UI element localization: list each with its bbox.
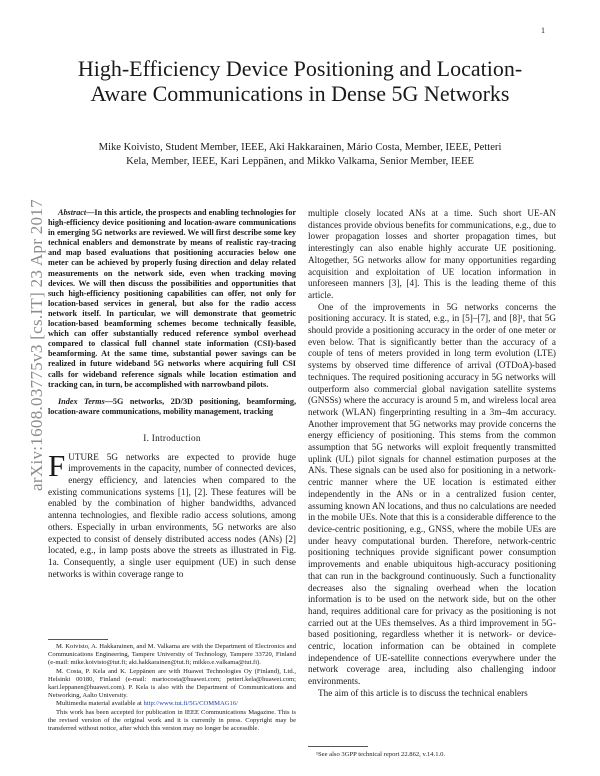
index-terms-label: Index Terms: [58, 396, 105, 406]
multimedia-link[interactable]: http://www.tut.fi/5G/COMMAG16/: [143, 700, 238, 708]
arxiv-stamp: arXiv:1608.03775v3 [cs.IT] 23 Apr 2017: [27, 199, 46, 491]
index-terms: [48, 397, 296, 417]
multimedia-text: Multimedia material available at: [56, 700, 144, 708]
abstract-text: —In this article, the prospects and enabling technologies for high-efficiency device positioning and location-aware communications in emerging 5G networks are reviewed. We will first describe some key technical enablers and demonstrate by means of realistic ray-tracing and map based evaluations that positioning accuracies below one meter can be achieved by properly fusing direction and delay related measurements on the network side, even when tracking moving devices. We will then discuss the possibilities and opportunities that such high-efficiency positioning capabilities can offer, not only for location-based services in general, but also for the radio access network itself. In particular, we will demonstrate that geometric location-based beamforming schemes become technically feasible, which can offer substantially reduced reference symbol overhead compared to classical full channel state information (CSI)-based beamforming. At the same time, substantial power savings can be realized in future wideband 5G networks where acquiring full CSI calls for wideband reference signals while location estimation and tracking can, in turn, be accomplished with narrowband pilots.: [48, 208, 296, 389]
page-number: 1: [541, 26, 545, 35]
footnote-affiliation-2: M. Costa, P. Kela and K. Leppänen are with Huawei Technologies Oy (Finland), Ltd., Helsinki 00180, Finland (e-mail: mariocosta@huawei.com; petteri.kela@huawei.com; kari.leppanen@huawei.com). P. Kela is also with the Department of Communications and Networking, Aalto University.: [48, 667, 296, 700]
right-paragraph-1: multiple closely located ANs at a time. Such short UE-AN distances provide obvious benefits for communications, e.g., due to lower propagation losses and shorter propagation times, but interestingly can also enable highly accurate UE positioning. Altogether, 5G networks allow for many opportunities regarding acquisition and exploitation of UE location information in unforeseen manners [3], [4]. This is the leading theme of this article.: [308, 208, 557, 300]
footnote-rule: [48, 639, 108, 640]
right-column: [308, 208, 556, 700]
section-heading: I. Introduction: [143, 432, 201, 443]
right-footnote-rule: [308, 746, 368, 747]
paper-title: High-Efficiency Device Positioning and Location-Aware Communications in Dense 5G Networks: [77, 56, 523, 106]
index-terms-text: —5G networks, 2D/3D positioning, beamforming, location-aware communications, mobility management, tracking: [48, 396, 296, 416]
left-column: [48, 208, 296, 580]
right-paragraph-3: The aim of this article is to discuss the technical enablers: [318, 687, 528, 698]
footnote-affiliation-1: M. Koivisto, A. Hakkarainen, and M. Valkama are with the Department of Electronics and Communications Engineering, Tampere University of Technology, Tampere 33720, Finland (e-mail: mike.koivisto@tut.fi; aki.hakkarainen@tut.fi; mikko.e.valkama@tut.fi).: [48, 643, 296, 667]
footnotes: [48, 643, 296, 733]
footnote-multimedia: [48, 700, 296, 708]
right-paragraph-2: One of the improvements in 5G networks concerns the positioning accuracy. It is stated, e.g., in [5]–[7], and [8]¹, that 5G should provide a positioning accuracy in the order of one meter or even below. That is significantly better than the accuracy of a couple of tens of meters provided in long term evolution (LTE) systems by observed time difference of arrival (OTDoA)-based techniques. The required positioning accuracy in 5G networks will outperform also commercial global navigation satellite systems (GNSSs) where the accuracy is around 5 m, and wireless local area network (WLAN) fingerprinting resulting in a 3m–4m accuracy. Another improvement that 5G networks may provide concerns the energy efficiency of positioning. This stems from the common assumption that 5G networks will exploit frequently transmitted uplink (UL) pilot signals for channel estimation purposes at the ANs. These signals can be used also for positioning in a network-centric manner where the UE location is estimated either independently in the ANs or in a centralized fusion center, assuming known AN locations, and thus no calculations are needed in the mobile UEs. Note that this is a considerable difference to the device-centric positioning, e.g., GNSS, where the mobile UEs are under heavy computational burden. Therefore, network-centric positioning techniques provide significant power consumption improvements and enable ubiquitous high-accuracy positioning that can run in the background continuously. Such a functionality decreases also the signaling overhead when the location information is to be used on the network side, but on the other hand, requires additional care for privacy as the positioning is not carried out at the UEs themselves. As a third improvement in 5G-based positioning, regardless whether it is network- or device-centric, location information can be obtained in complete independence of UE-satellite connections everywhere under the network coverage area, including also challenging indoor environments.: [308, 301, 556, 687]
abstract: [48, 208, 296, 390]
author-list: Mike Koivisto, Student Member, IEEE, Aki Hakkarainen, Mário Costa, Member, IEEE, Petteri Kela, Member, IEEE, Kari Leppänen, and Mikko Valkama, Senior Member, IEEE: [98, 142, 502, 167]
footnote-publication: This work has been accepted for publication in IEEE Communications Magazine. This is the revised version of the original work and it is currently in press. Copyright may be transferred without notice, after which this version may no longer be accessible.: [48, 708, 296, 733]
intro-text: UTURE 5G networks are expected to provide huge improvements in the capacity, number of connected devices, energy efficiency, and latencies when compared to the existing communications systems [1], [2]. These features will be enabled by the combination of higher bandwidths, advanced antenna technologies, and flexible radio access solutions, among others. Especially in urban environments, 5G networks are also expected to consist of densely distributed access nodes (ANs) [2] located, e.g., in lamp posts above the streets as illustrated in Fig. 1a. Consequently, a single user equipment (UE) in such dense networks is within coverage range to: [48, 451, 296, 579]
intro-paragraph: [48, 447, 296, 581]
drop-cap: F: [48, 447, 66, 483]
right-footnote: ¹See also 3GPP technical report 22.862, v.14.1.0.: [316, 751, 446, 758]
abstract-label: Abstract: [58, 208, 87, 217]
